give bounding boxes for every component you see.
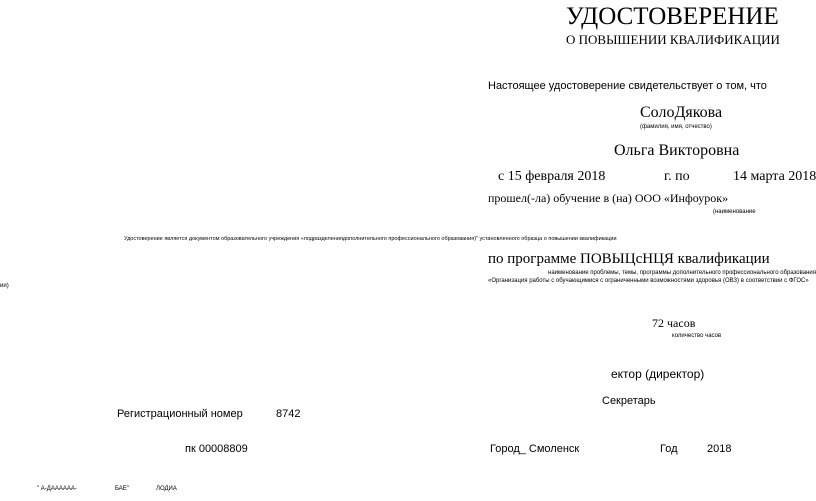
- city-label: Город_ Смоленск: [490, 443, 580, 455]
- certificate-subtitle: О ПОВЫШЕНИИ КВАЛИФИКАЦИИ: [566, 32, 780, 47]
- period-from: с 15 февраля 2018: [498, 169, 606, 184]
- given-names: Ольга Викторовна: [614, 142, 740, 159]
- period-year-to: г. по: [664, 169, 690, 184]
- secretary-signature: Секретарь: [602, 395, 656, 407]
- training-text: прошел(-ла) обучение в (на) ООО «Инфоурок»: [488, 191, 729, 205]
- certificate-title: УДОСТОВЕРЕНИЕ: [566, 3, 779, 30]
- director-signature: ектор (директор): [611, 367, 705, 381]
- bottom-line-part2: БАЕ": [115, 486, 129, 492]
- program-title: «Организация работы с обучающимися с ограниченными возможностями здоровья (ОВЗ) в соответствии с ФГОС»: [488, 278, 809, 284]
- year-label: Год: [660, 443, 678, 455]
- registration-number: 8742: [276, 408, 301, 420]
- bottom-line-part3: ЛОДИА: [156, 486, 177, 492]
- hours-caption: количество часов: [672, 333, 722, 339]
- registration-label: Регистрационный номер: [117, 408, 243, 420]
- period-to: 14 марта 2018: [733, 169, 816, 184]
- name-caption: (фамилия, имя, отчество): [640, 124, 712, 130]
- serial-number: пк 00008809: [185, 443, 248, 455]
- legal-note: Удостоверение является документом образовательного учреждения «подразделениядополнительного профессионального образования)" установленного образца о повышении квалификации: [124, 236, 617, 242]
- bottom-line-part1: " А-ДАААААА-: [37, 486, 77, 492]
- program-label: по программе ПОВЫЦсНЦЯ квалификации: [488, 251, 770, 267]
- hours-value: 72 часов: [652, 316, 696, 330]
- program-caption: наименование проблемы, темы, программы дополнительного профессионального образования: [548, 270, 816, 276]
- year-value: 2018: [707, 443, 732, 455]
- intro-text: Настоящее удостоверение свидетельствует о том, что: [488, 80, 767, 92]
- surname: СолоДякова: [640, 104, 723, 121]
- left-fragment: ии): [0, 283, 9, 289]
- training-caption: (наименование: [713, 209, 756, 215]
